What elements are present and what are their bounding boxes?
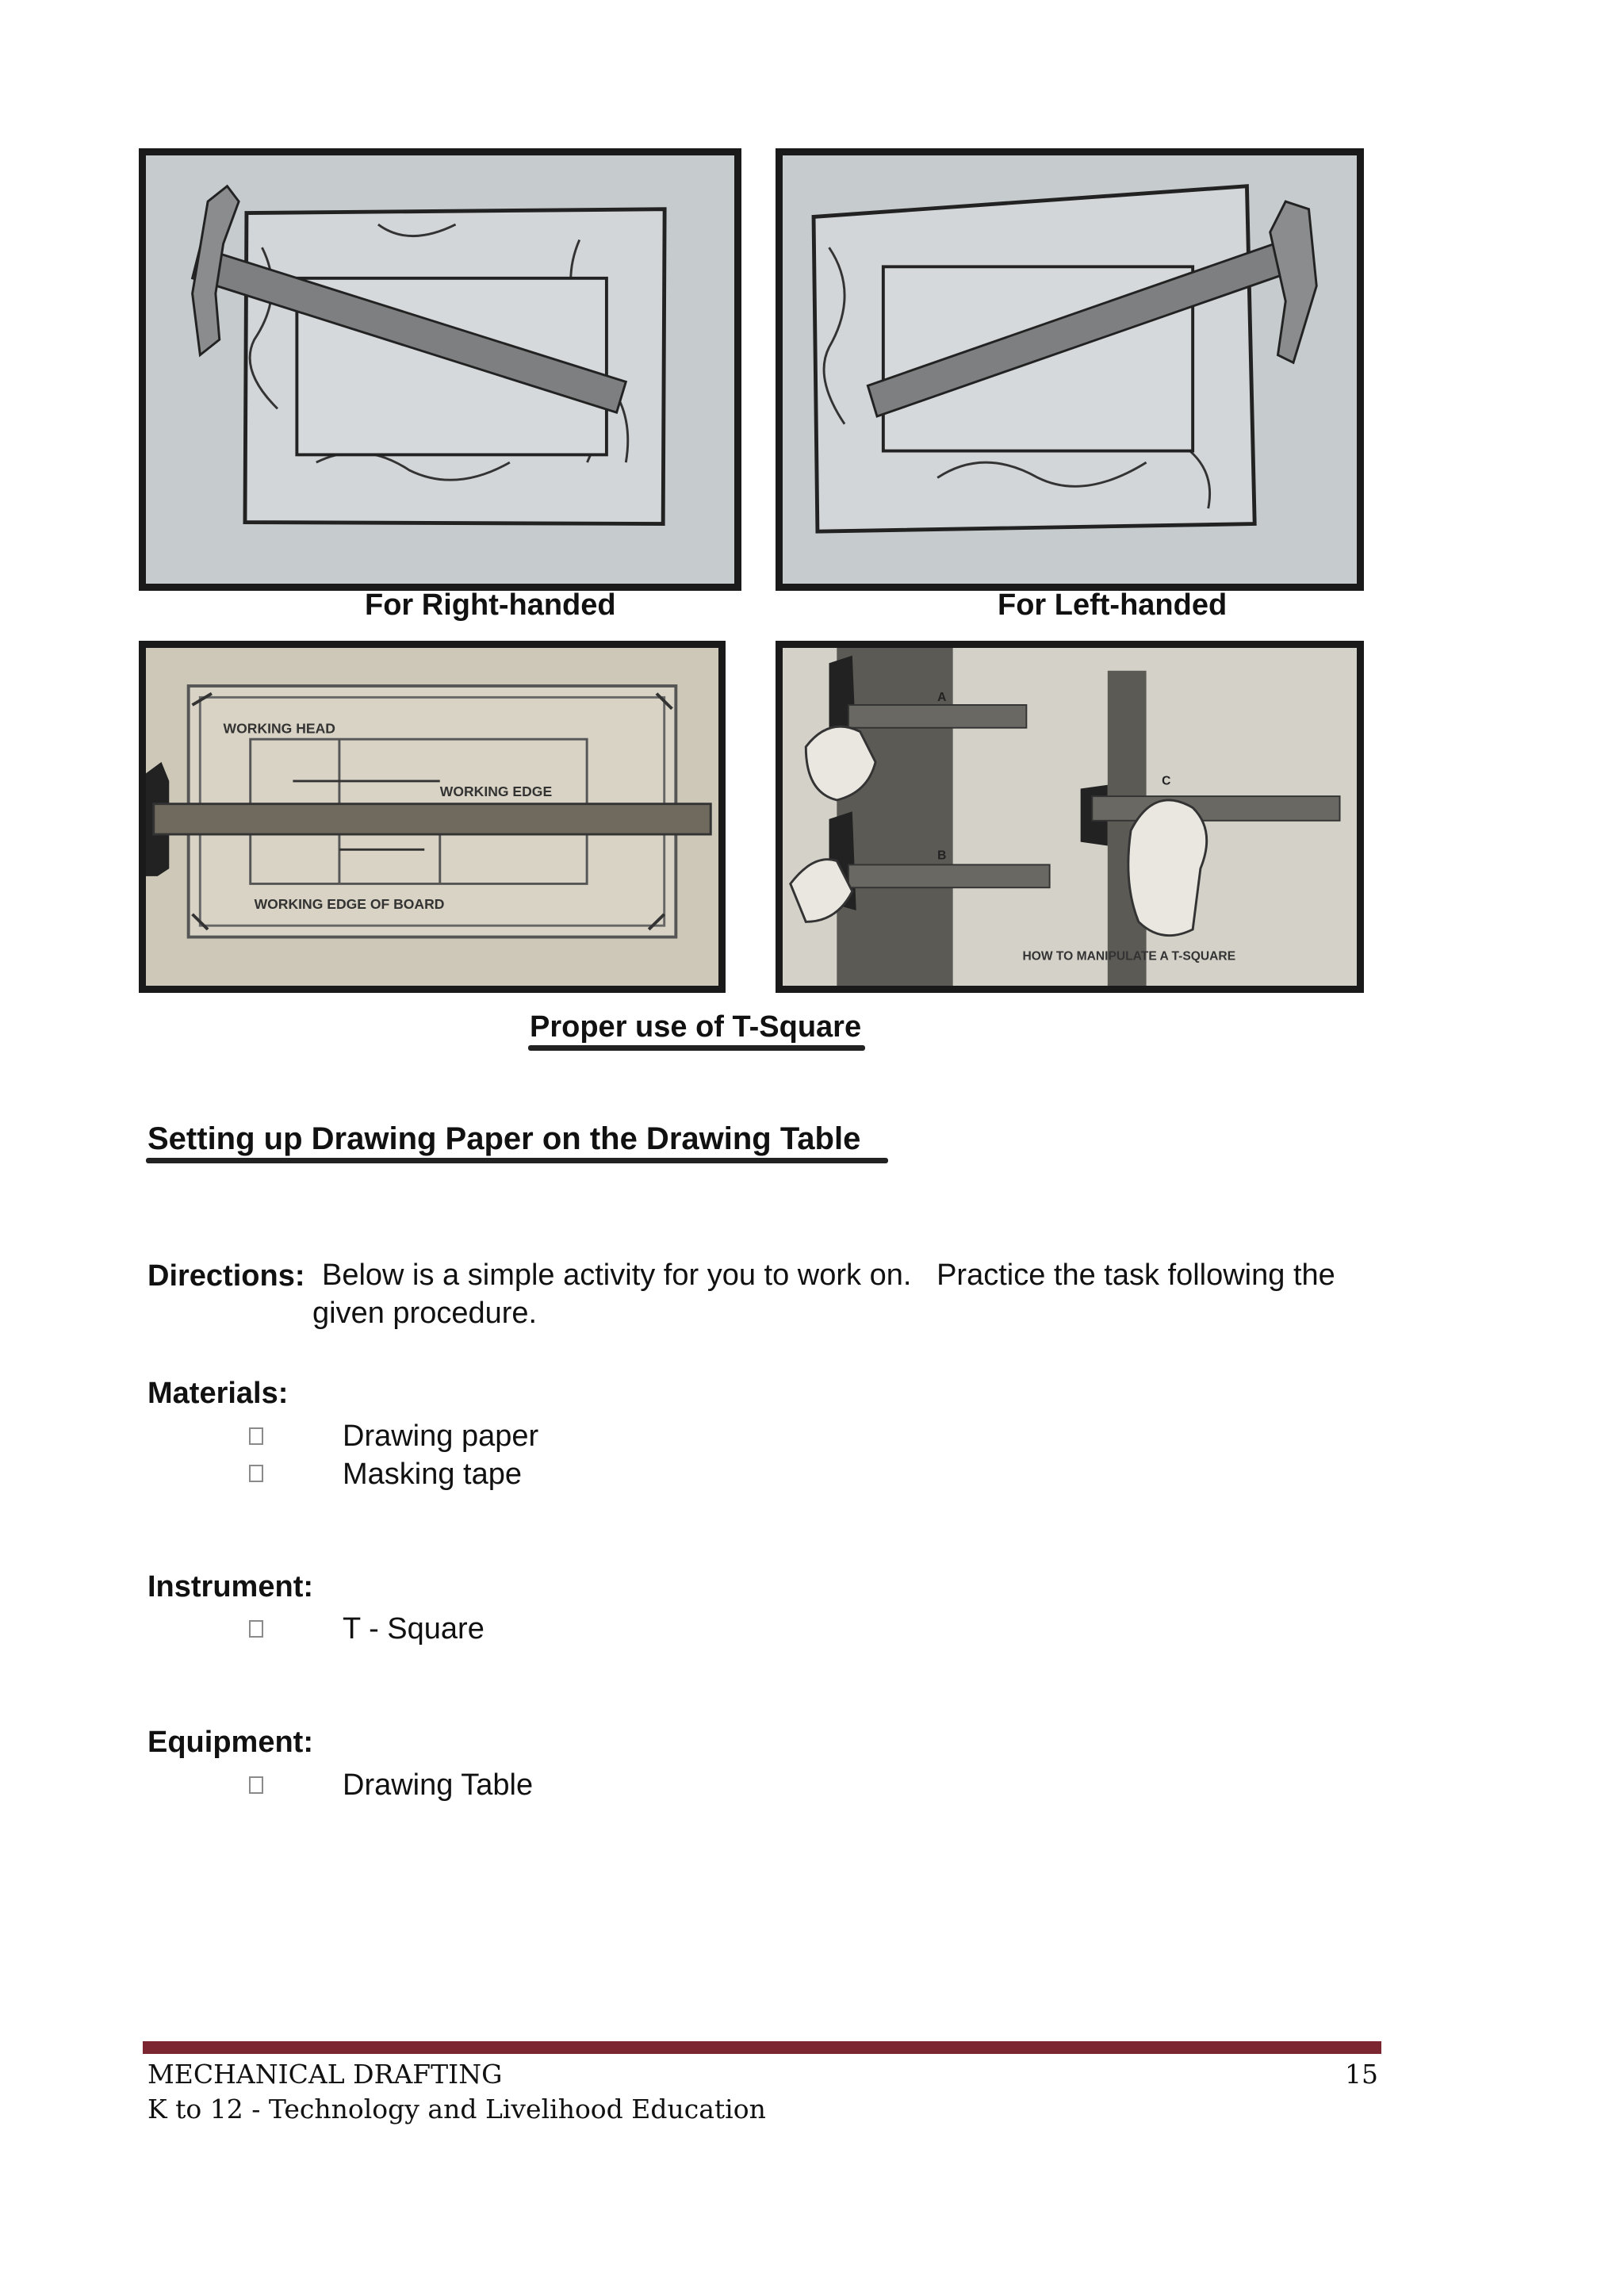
equipment-bullet-icon (249, 1776, 263, 1794)
right-handed-figure (139, 148, 741, 591)
manipulate-t-square-figure (776, 641, 1364, 993)
right-handed-caption: For Right-handed (365, 588, 616, 622)
working-head-label: WORKING HEAD (223, 720, 335, 737)
materials-bullet-icon (249, 1427, 263, 1445)
marker-b: B (937, 849, 947, 863)
left-handed-figure (776, 148, 1364, 591)
directions-line-1: Below is a simple activity for you to work on. Practice the task following the (322, 1259, 1335, 1292)
group-caption-underline (528, 1045, 865, 1051)
material-item: Drawing paper (343, 1420, 539, 1453)
marker-c: C (1162, 774, 1171, 788)
directions-label: Directions: (147, 1259, 305, 1293)
equipment-item: Drawing Table (343, 1768, 534, 1802)
footer-title: MECHANICAL DRAFTING (147, 2059, 503, 2090)
directions-line-2: given procedure. (312, 1297, 538, 1330)
section-heading: Setting up Drawing Paper on the Drawing Table (147, 1121, 861, 1156)
t-square-parts-drawing (146, 648, 718, 986)
working-edge-label: WORKING EDGE (439, 784, 553, 800)
footer-subtitle: K to 12 - Technology and Livelihood Education (147, 2094, 766, 2125)
instrument-item: T - Square (343, 1612, 485, 1646)
manipulate-label: HOW TO MANIPULATE A T-SQUARE (1022, 949, 1236, 964)
working-edge-of-board-label: WORKING EDGE OF BOARD (254, 896, 445, 913)
instrument-bullet-icon (249, 1620, 263, 1638)
marker-a: A (937, 691, 947, 705)
t-square-group-caption: Proper use of T-Square (530, 1010, 862, 1044)
left-handed-drawing (783, 155, 1357, 584)
right-handed-drawing (146, 155, 734, 584)
manipulate-t-square-drawing (783, 648, 1357, 986)
material-item: Masking tape (343, 1458, 523, 1491)
t-square-parts-figure (139, 641, 726, 993)
left-handed-caption: For Left-handed (998, 588, 1228, 622)
section-heading-underline (146, 1158, 888, 1163)
page-number: 15 (1345, 2059, 1378, 2090)
instrument-label: Instrument: (147, 1570, 313, 1603)
materials-label: Materials: (147, 1377, 289, 1410)
equipment-label: Equipment: (147, 1726, 313, 1759)
footer-divider (143, 2041, 1381, 2054)
materials-bullet-icon (249, 1465, 263, 1482)
